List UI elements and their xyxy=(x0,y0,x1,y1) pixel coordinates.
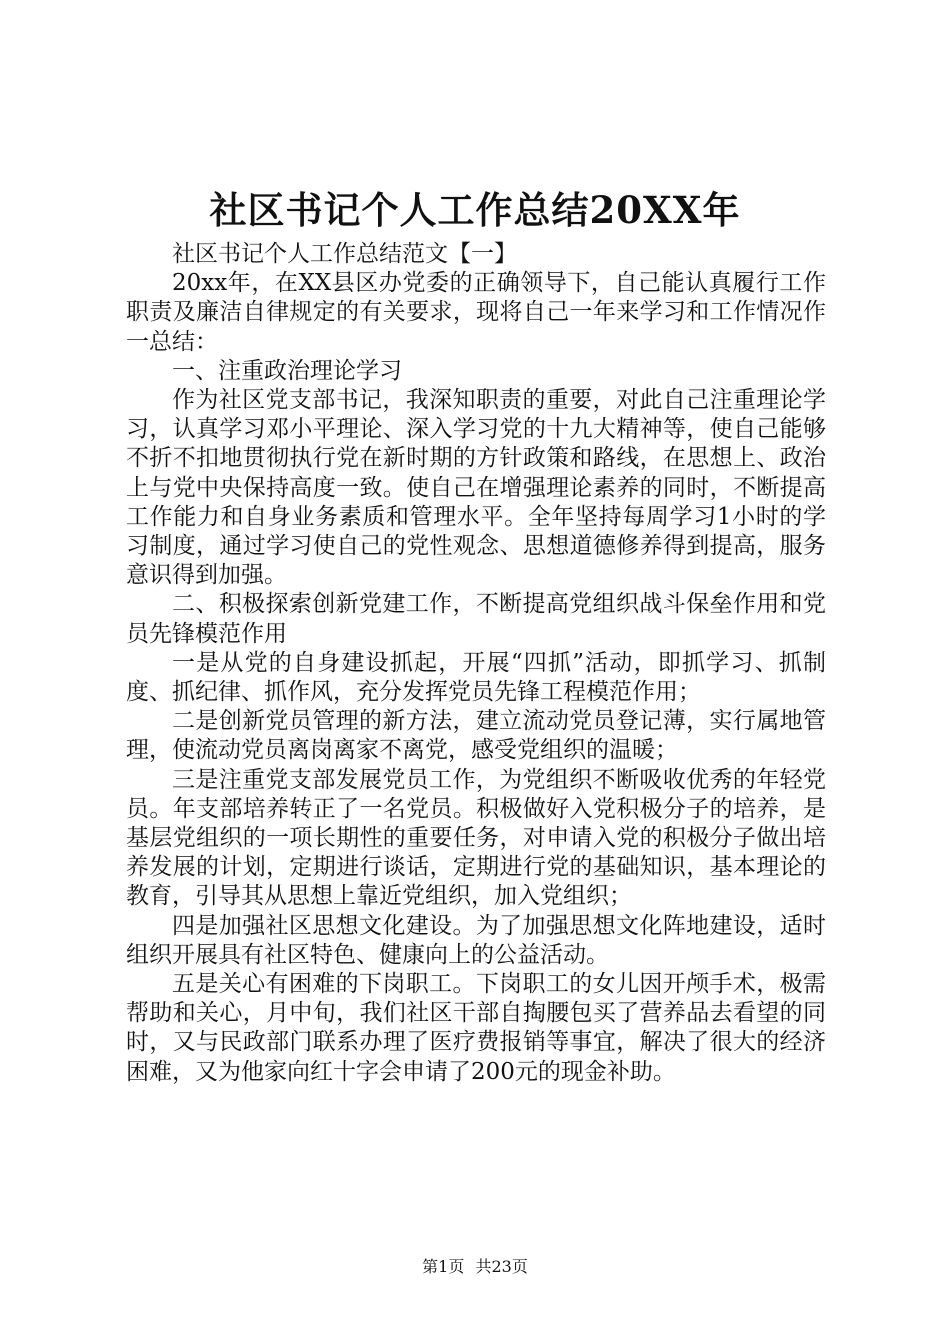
paragraph-item-5: 五是关心有困难的下岗职工。下岗职工的女儿因开颅手术，极需帮助和关心，月中旬，我们社区干部自掏腰包买了营养品去看望的同时，又与民政部门联系办理了医疗费报销等事宜，解决了很大的经济困难，又为他家向红十字会申请了200元的现金补助。 xyxy=(126,971,826,1085)
page-footer xyxy=(0,1256,950,1278)
paragraph-item-1: 一是从党的自身建设抓起，开展“四抓”活动，即抓学习、抓制度、抓纪律、抓作风，充分发挥党员先锋工程模范作用； xyxy=(126,649,826,706)
paragraph-theory-study: 作为社区党支部书记，我深知职责的重要，对此自己注重理论学习，认真学习邓小平理论、深入学习党的十九大精神等，使自己能够不折不扣地贯彻执行党在新时期的方针政策和路线，在思想上、政治上与党中央保持高度一致。使自己在增强理论素养的同时，不断提高工作能力和自身业务素质和管理水平。全年坚持每周学习1小时的学习制度，通过学习使自己的党性观念、思想道德修养得到提高，服务意识得到加强。 xyxy=(126,387,826,589)
paragraph-item-4: 四是加强社区思想文化建设。为了加强思想文化阵地建设，适时组织开展具有社区特色、健康向上的公益活动。 xyxy=(126,912,826,968)
paragraph-item-3: 三是注重党支部发展党员工作，为党组织不断吸收优秀的年轻党员。年支部培养转正了一名党员。积极做好入党积极分子的培养，是基层党组织的一项长期性的重要任务，对申请入党的积极分子做出培养发展的计划，定期进行谈话，定期进行党的基础知识，基本理论的教育，引导其从思想上靠近党组织，加入党组织； xyxy=(126,766,826,910)
section-heading-1: 一、注重政治理论学习 xyxy=(172,357,402,384)
page-number: 第1页 xyxy=(422,1257,465,1276)
paragraph-intro: 20xx年，在XX县区办党委的正确领导下，自己能认真履行工作职责及廉洁自律规定的有关要求，现将自己一年来学习和工作情况作一总结： xyxy=(126,270,826,355)
document-body xyxy=(126,240,826,1087)
page-total: 共23页 xyxy=(475,1257,528,1276)
section-heading-sample: 社区书记个人工作总结范文【一】 xyxy=(172,241,517,267)
document-title: 社区书记个人工作总结20XX年 xyxy=(209,188,741,232)
section-heading-2: 二、积极探索创新党建工作，不断提高党组织战斗保垒作用和党员先锋模范作用 xyxy=(126,591,826,647)
paragraph-item-2: 二是创新党员管理的新方法，建立流动党员登记薄，实行属地管理，使流动党员离岗离家不离党，感受党组织的温暖； xyxy=(126,708,826,764)
